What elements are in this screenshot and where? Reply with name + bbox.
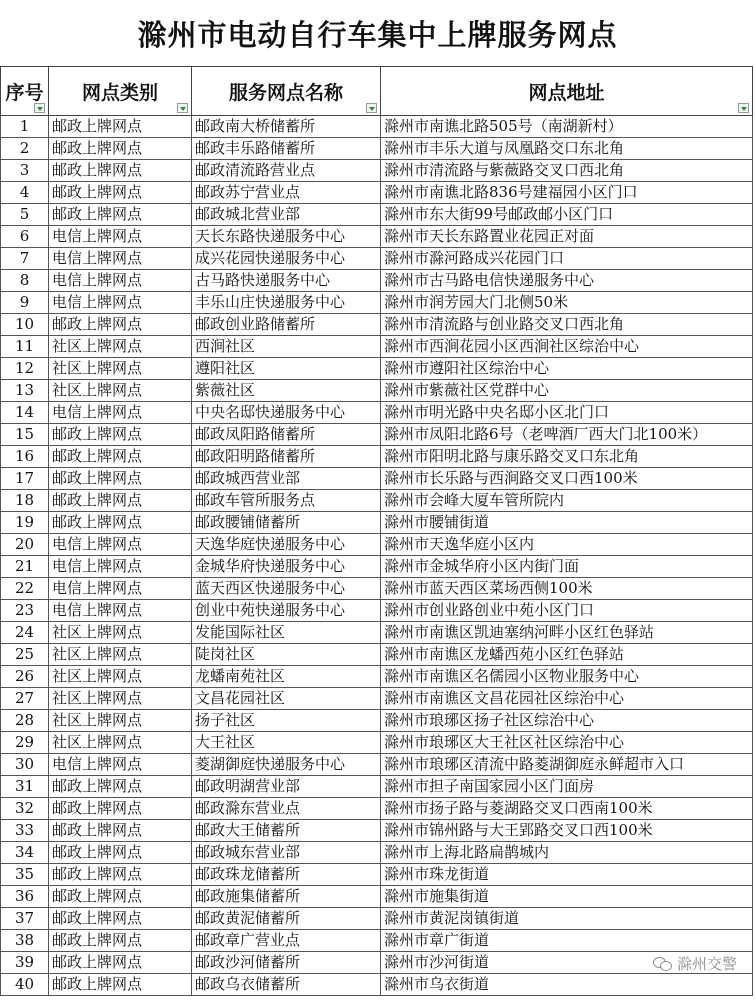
cell-category: 电信上牌网点 — [49, 402, 192, 424]
cell-name: 菱湖御庭快递服务中心 — [192, 754, 381, 776]
wechat-icon — [653, 956, 673, 971]
cell-index: 21 — [1, 556, 49, 578]
table-row — [1, 776, 753, 798]
cell-category: 邮政上牌网点 — [49, 842, 192, 864]
cell-address: 滁州市金城华府小区内街门面 — [381, 556, 753, 578]
cell-name: 紫薇社区 — [192, 380, 381, 402]
cell-index: 20 — [1, 534, 49, 556]
cell-category: 邮政上牌网点 — [49, 952, 192, 974]
table-row — [1, 842, 753, 864]
watermark: 滁州交警 — [653, 953, 737, 974]
cell-index: 4 — [1, 182, 49, 204]
cell-category: 邮政上牌网点 — [49, 116, 192, 138]
table-row — [1, 160, 753, 182]
cell-name: 陡岗社区 — [192, 644, 381, 666]
cell-index: 24 — [1, 622, 49, 644]
cell-index: 38 — [1, 930, 49, 952]
cell-index: 34 — [1, 842, 49, 864]
cell-address: 滁州市琅琊区扬子社区综治中心 — [381, 710, 753, 732]
cell-index: 36 — [1, 886, 49, 908]
cell-name: 邮政创业路储蓄所 — [192, 314, 381, 336]
cell-category: 邮政上牌网点 — [49, 908, 192, 930]
cell-category: 电信上牌网点 — [49, 600, 192, 622]
service-points-table — [0, 66, 753, 996]
cell-name: 邮政大王储蓄所 — [192, 820, 381, 842]
cell-name: 天逸华庭快递服务中心 — [192, 534, 381, 556]
cell-category: 社区上牌网点 — [49, 688, 192, 710]
cell-name: 邮政黄泥储蓄所 — [192, 908, 381, 930]
cell-name: 龙蟠南苑社区 — [192, 666, 381, 688]
table-row — [1, 622, 753, 644]
cell-index: 33 — [1, 820, 49, 842]
table-row — [1, 248, 753, 270]
cell-name: 邮政乌衣储蓄所 — [192, 974, 381, 996]
table-row — [1, 380, 753, 402]
cell-name: 邮政丰乐路储蓄所 — [192, 138, 381, 160]
cell-name: 邮政阳明路储蓄所 — [192, 446, 381, 468]
cell-address: 滁州市黄泥岗镇街道 — [381, 908, 753, 930]
cell-address: 滁州市清流路与创业路交叉口西北角 — [381, 314, 753, 336]
cell-address: 滁州市施集街道 — [381, 886, 753, 908]
cell-name: 邮政车管所服务点 — [192, 490, 381, 512]
filter-dropdown-icon[interactable] — [177, 103, 188, 113]
cell-address: 滁州市南谯区龙蟠西苑小区红色驿站 — [381, 644, 753, 666]
table-row — [1, 468, 753, 490]
cell-index: 2 — [1, 138, 49, 160]
cell-address: 滁州市会峰大厦车管所院内 — [381, 490, 753, 512]
cell-category: 邮政上牌网点 — [49, 314, 192, 336]
table-row — [1, 314, 753, 336]
cell-name: 邮政城东营业部 — [192, 842, 381, 864]
cell-name: 邮政城北营业部 — [192, 204, 381, 226]
table-row — [1, 116, 753, 138]
cell-index: 29 — [1, 732, 49, 754]
table-row — [1, 952, 753, 974]
table-row — [1, 930, 753, 952]
cell-index: 10 — [1, 314, 49, 336]
header-name: 服务网点名称 — [192, 67, 381, 116]
table-row — [1, 402, 753, 424]
cell-address: 滁州市沙河街道 — [381, 952, 753, 974]
table-row — [1, 644, 753, 666]
cell-index: 16 — [1, 446, 49, 468]
table-row — [1, 226, 753, 248]
cell-index: 28 — [1, 710, 49, 732]
cell-address: 滁州市滁河路成兴花园门口 — [381, 248, 753, 270]
cell-category: 邮政上牌网点 — [49, 490, 192, 512]
cell-address: 滁州市创业路创业中苑小区门口 — [381, 600, 753, 622]
cell-category: 邮政上牌网点 — [49, 446, 192, 468]
table-row — [1, 908, 753, 930]
cell-category: 社区上牌网点 — [49, 622, 192, 644]
cell-name: 邮政腰铺储蓄所 — [192, 512, 381, 534]
cell-address: 滁州市上海北路扁鹊城内 — [381, 842, 753, 864]
cell-category: 社区上牌网点 — [49, 358, 192, 380]
cell-category: 邮政上牌网点 — [49, 864, 192, 886]
cell-name: 邮政城西营业部 — [192, 468, 381, 490]
cell-category: 电信上牌网点 — [49, 292, 192, 314]
table-row — [1, 138, 753, 160]
table-row — [1, 600, 753, 622]
cell-category: 社区上牌网点 — [49, 644, 192, 666]
cell-address: 滁州市南谯北路505号（南湖新村） — [381, 116, 753, 138]
cell-name: 文昌花园社区 — [192, 688, 381, 710]
cell-name: 邮政章广营业点 — [192, 930, 381, 952]
table-row — [1, 688, 753, 710]
cell-index: 25 — [1, 644, 49, 666]
table-row — [1, 182, 753, 204]
cell-name: 邮政清流路营业点 — [192, 160, 381, 182]
cell-category: 邮政上牌网点 — [49, 930, 192, 952]
table-row — [1, 446, 753, 468]
cell-name: 蓝天西区快递服务中心 — [192, 578, 381, 600]
cell-address: 滁州市扬子路与菱湖路交叉口西南100米 — [381, 798, 753, 820]
cell-category: 电信上牌网点 — [49, 754, 192, 776]
cell-category: 社区上牌网点 — [49, 336, 192, 358]
cell-category: 社区上牌网点 — [49, 380, 192, 402]
table-row — [1, 534, 753, 556]
cell-category: 社区上牌网点 — [49, 666, 192, 688]
cell-category: 邮政上牌网点 — [49, 424, 192, 446]
cell-name: 遵阳社区 — [192, 358, 381, 380]
cell-index: 23 — [1, 600, 49, 622]
page-title: 滁州市电动自行车集中上牌服务网点 — [137, 17, 618, 52]
cell-name: 邮政珠龙储蓄所 — [192, 864, 381, 886]
cell-address: 滁州市腰铺街道 — [381, 512, 753, 534]
table-row — [1, 798, 753, 820]
cell-name: 邮政苏宁营业点 — [192, 182, 381, 204]
cell-address: 滁州市南谯区文昌花园社区综治中心 — [381, 688, 753, 710]
cell-category: 电信上牌网点 — [49, 556, 192, 578]
cell-address: 滁州市紫薇社区党群中心 — [381, 380, 753, 402]
cell-address: 滁州市丰乐大道与凤凰路交口东北角 — [381, 138, 753, 160]
cell-category: 邮政上牌网点 — [49, 182, 192, 204]
cell-index: 1 — [1, 116, 49, 138]
cell-name: 丰乐山庄快递服务中心 — [192, 292, 381, 314]
table-row — [1, 754, 753, 776]
cell-index: 17 — [1, 468, 49, 490]
cell-index: 30 — [1, 754, 49, 776]
table-row — [1, 886, 753, 908]
header-row — [1, 67, 753, 116]
table-row — [1, 512, 753, 534]
cell-category: 邮政上牌网点 — [49, 776, 192, 798]
cell-category: 邮政上牌网点 — [49, 468, 192, 490]
cell-index: 12 — [1, 358, 49, 380]
filter-dropdown-icon[interactable] — [34, 103, 45, 113]
cell-name: 中央名邸快递服务中心 — [192, 402, 381, 424]
cell-address: 滁州市南谯区名儒园小区物业服务中心 — [381, 666, 753, 688]
cell-index: 14 — [1, 402, 49, 424]
cell-index: 37 — [1, 908, 49, 930]
cell-name: 邮政沙河储蓄所 — [192, 952, 381, 974]
cell-index: 22 — [1, 578, 49, 600]
cell-address: 滁州市东大街99号邮政邮小区门口 — [381, 204, 753, 226]
table-row — [1, 864, 753, 886]
cell-category: 邮政上牌网点 — [49, 204, 192, 226]
cell-name: 成兴花园快递服务中心 — [192, 248, 381, 270]
table-row — [1, 336, 753, 358]
header-index: 序号 — [1, 67, 49, 116]
cell-index: 9 — [1, 292, 49, 314]
cell-index: 26 — [1, 666, 49, 688]
cell-name: 大王社区 — [192, 732, 381, 754]
cell-index: 40 — [1, 974, 49, 996]
cell-name: 扬子社区 — [192, 710, 381, 732]
cell-category: 邮政上牌网点 — [49, 798, 192, 820]
cell-index: 5 — [1, 204, 49, 226]
cell-name: 邮政滁东营业点 — [192, 798, 381, 820]
cell-category: 电信上牌网点 — [49, 226, 192, 248]
cell-index: 31 — [1, 776, 49, 798]
cell-name: 邮政凤阳路储蓄所 — [192, 424, 381, 446]
cell-index: 32 — [1, 798, 49, 820]
cell-index: 18 — [1, 490, 49, 512]
cell-name: 邮政施集储蓄所 — [192, 886, 381, 908]
cell-name: 西涧社区 — [192, 336, 381, 358]
cell-category: 邮政上牌网点 — [49, 160, 192, 182]
cell-index: 7 — [1, 248, 49, 270]
table-row — [1, 292, 753, 314]
cell-address: 滁州市清流路与紫薇路交叉口西北角 — [381, 160, 753, 182]
cell-category: 电信上牌网点 — [49, 534, 192, 556]
cell-category: 电信上牌网点 — [49, 248, 192, 270]
table-row — [1, 424, 753, 446]
cell-category: 邮政上牌网点 — [49, 974, 192, 996]
cell-index: 3 — [1, 160, 49, 182]
cell-address: 滁州市天长东路置业花园正对面 — [381, 226, 753, 248]
cell-address: 滁州市琅琊区大王社区社区综治中心 — [381, 732, 753, 754]
cell-category: 邮政上牌网点 — [49, 820, 192, 842]
cell-name: 天长东路快递服务中心 — [192, 226, 381, 248]
cell-address: 滁州市凤阳北路6号（老啤酒厂西大门北100米） — [381, 424, 753, 446]
table-row — [1, 974, 753, 996]
cell-name: 创业中苑快递服务中心 — [192, 600, 381, 622]
cell-index: 13 — [1, 380, 49, 402]
table-row — [1, 732, 753, 754]
filter-dropdown-icon[interactable] — [738, 103, 749, 113]
cell-category: 社区上牌网点 — [49, 732, 192, 754]
cell-category: 电信上牌网点 — [49, 270, 192, 292]
table-row — [1, 578, 753, 600]
cell-index: 6 — [1, 226, 49, 248]
cell-address: 滁州市润芳园大门北侧50米 — [381, 292, 753, 314]
cell-address: 滁州市珠龙街道 — [381, 864, 753, 886]
cell-category: 电信上牌网点 — [49, 578, 192, 600]
cell-index: 27 — [1, 688, 49, 710]
cell-address: 滁州市长乐路与西涧路交叉口西100米 — [381, 468, 753, 490]
table-row — [1, 820, 753, 842]
cell-address: 滁州市蓝天西区菜场西侧100米 — [381, 578, 753, 600]
cell-address: 滁州市西涧花园小区西涧社区综治中心 — [381, 336, 753, 358]
cell-address: 滁州市天逸华庭小区内 — [381, 534, 753, 556]
cell-address: 滁州市南谯北路836号建福园小区门口 — [381, 182, 753, 204]
cell-name: 发能国际社区 — [192, 622, 381, 644]
cell-address: 滁州市锦州路与大王郢路交叉口西100米 — [381, 820, 753, 842]
cell-address: 滁州市明光路中央名邸小区北门口 — [381, 402, 753, 424]
table-row — [1, 270, 753, 292]
cell-category: 邮政上牌网点 — [49, 886, 192, 908]
header-category: 网点类别 — [49, 67, 192, 116]
cell-address: 滁州市阳明北路与康乐路交叉口东北角 — [381, 446, 753, 468]
cell-address: 滁州市琅琊区清流中路菱湖御庭永鲜超市入口 — [381, 754, 753, 776]
table-row — [1, 710, 753, 732]
cell-index: 39 — [1, 952, 49, 974]
cell-index: 8 — [1, 270, 49, 292]
cell-name: 金城华府快递服务中心 — [192, 556, 381, 578]
cell-index: 19 — [1, 512, 49, 534]
cell-address: 滁州市古马路电信快递服务中心 — [381, 270, 753, 292]
cell-category: 社区上牌网点 — [49, 710, 192, 732]
cell-name: 邮政明湖营业部 — [192, 776, 381, 798]
cell-name: 古马路快递服务中心 — [192, 270, 381, 292]
filter-dropdown-icon[interactable] — [366, 103, 377, 113]
cell-address: 滁州市遵阳社区综治中心 — [381, 358, 753, 380]
table-row — [1, 358, 753, 380]
cell-index: 11 — [1, 336, 49, 358]
header-address: 网点地址 — [381, 67, 753, 116]
table-row — [1, 556, 753, 578]
cell-index: 15 — [1, 424, 49, 446]
cell-address: 滁州市南谯区凯迪塞纳河畔小区红色驿站 — [381, 622, 753, 644]
table-row — [1, 204, 753, 226]
cell-address: 滁州市乌衣街道 — [381, 974, 753, 996]
cell-index: 35 — [1, 864, 49, 886]
cell-address: 滁州市章广街道 — [381, 930, 753, 952]
cell-category: 邮政上牌网点 — [49, 138, 192, 160]
table-row — [1, 666, 753, 688]
table-row — [1, 490, 753, 512]
cell-address: 滁州市担子南国家园小区门面房 — [381, 776, 753, 798]
cell-name: 邮政南大桥储蓄所 — [192, 116, 381, 138]
cell-category: 邮政上牌网点 — [49, 512, 192, 534]
